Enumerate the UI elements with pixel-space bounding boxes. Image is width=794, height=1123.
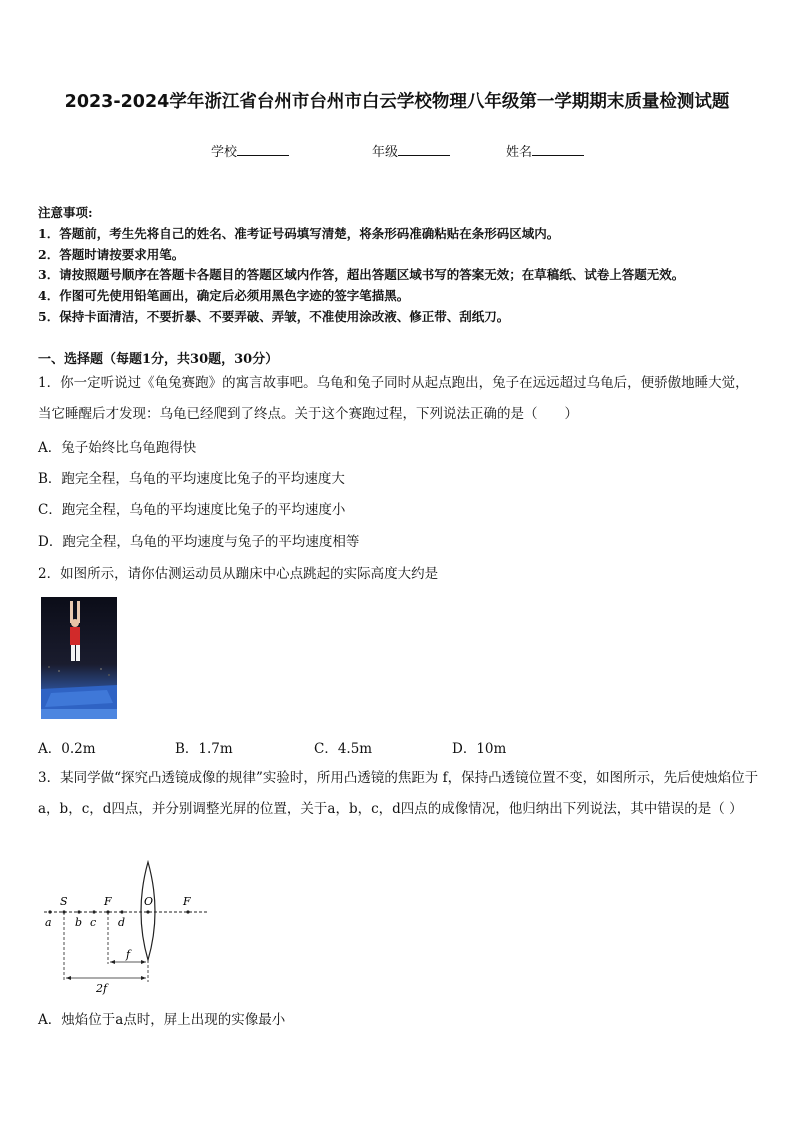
school-field (211, 141, 289, 160)
section-heading: 一、选择题（每题1分，共30题，30分） (38, 352, 279, 367)
q2-option-d: D．10m (452, 741, 507, 757)
lens-diagram (40, 860, 220, 1000)
label-f-dimension: f (126, 948, 131, 961)
notes-heading: 注意事项: (38, 205, 93, 220)
point-b (77, 910, 80, 913)
name-field (506, 141, 584, 160)
page-title: 2023-2024学年浙江省台州市台州市白云学校物理八年级第一学期期末质量检测试题 (64, 92, 730, 112)
notes-block (38, 203, 684, 328)
trampoline-athlete-image (41, 597, 117, 719)
label-d: d (118, 916, 126, 929)
point-a (48, 910, 51, 913)
q2-option-b: B．1.7m (175, 741, 233, 757)
point-d (120, 910, 123, 913)
q1-option-c: C．跑完全程，乌龟的平均速度比兔子的平均速度小 (38, 502, 346, 518)
point-c (92, 910, 95, 913)
q2-option-a: A．0.2m (38, 741, 96, 757)
name-blank[interactable] (532, 143, 584, 156)
question-1-text: 1．你一定听说过《龟兔赛跑》的寓言故事吧。乌龟和兔子同时从起点跑出，兔子在远远超过乌龟后，便骄傲地睡大觉，当它睡醒后才发现：乌龟已经爬到了终点。关于这个赛跑过程，下列说法正确的是（ ） (38, 375, 749, 422)
q1-option-d: D．跑完全程，乌龟的平均速度与兔子的平均速度相等 (38, 534, 360, 550)
f-arrow-left (110, 960, 115, 964)
point-f-right (186, 910, 189, 913)
label-a: a (45, 916, 52, 929)
grade-blank[interactable] (398, 143, 450, 156)
label-two-f: 2f (96, 982, 108, 995)
note-item: 4．作图可先使用铅笔画出，确定后必须用黑色字迹的签字笔描黑。 (38, 288, 410, 304)
question-3-text: 3．某同学做“探究凸透镜成像的规律”实验时，所用凸透镜的焦距为 f，保持凸透镜位置不变，如图所示，先后使烛焰位于a，b，c，d四点，并分别调整光屏的位置，关于a，b，c，d四点的成像情况，他归纳出下列说法，其中错误的是（ ） (38, 770, 759, 817)
grade-field (372, 141, 450, 160)
label-f-left: F (104, 895, 112, 908)
q1-option-b: B．跑完全程，乌龟的平均速度比兔子的平均速度大 (38, 471, 345, 487)
label-c: c (90, 916, 97, 929)
school-blank[interactable] (237, 143, 289, 156)
note-item: 5．保持卡面清洁，不要折暴、不要弄破、弄皱，不准使用涂改液、修正带、刮纸刀。 (38, 308, 510, 324)
note-item: 1．答题前，考生先将自己的姓名、准考证号码填写清楚，将条形码准确粘贴在条形码区域内。 (38, 225, 560, 241)
grade-label: 年级 (372, 145, 399, 160)
label-b: b (75, 916, 83, 929)
point-o (146, 910, 149, 913)
label-f-right: F (183, 895, 191, 908)
q3-option-a: A．烛焰位于a点时，屏上出现的实像最小 (38, 1012, 286, 1028)
two-f-arrow-left (66, 976, 71, 980)
two-f-arrow-right (141, 976, 146, 980)
q2-option-c: C．4.5m (314, 741, 373, 757)
label-o: O (144, 895, 154, 908)
question-2-text: 2．如图所示，请你估测运动员从蹦床中心点跳起的实际高度大约是 (38, 566, 439, 582)
f-arrow-right (141, 960, 146, 964)
school-label: 学校 (211, 145, 238, 160)
note-item: 2．答题时请按要求用笔。 (38, 246, 185, 262)
label-s: S (60, 895, 68, 908)
name-label: 姓名 (506, 145, 533, 160)
note-item: 3．请按照题号顺序在答题卡各题目的答题区域内作答，超出答题区域书写的答案无效；在草稿纸、试卷上答题无效。 (38, 267, 685, 283)
trampoline-photo (41, 597, 117, 719)
q1-option-a: A．兔子始终比乌龟跑得快 (38, 440, 197, 456)
